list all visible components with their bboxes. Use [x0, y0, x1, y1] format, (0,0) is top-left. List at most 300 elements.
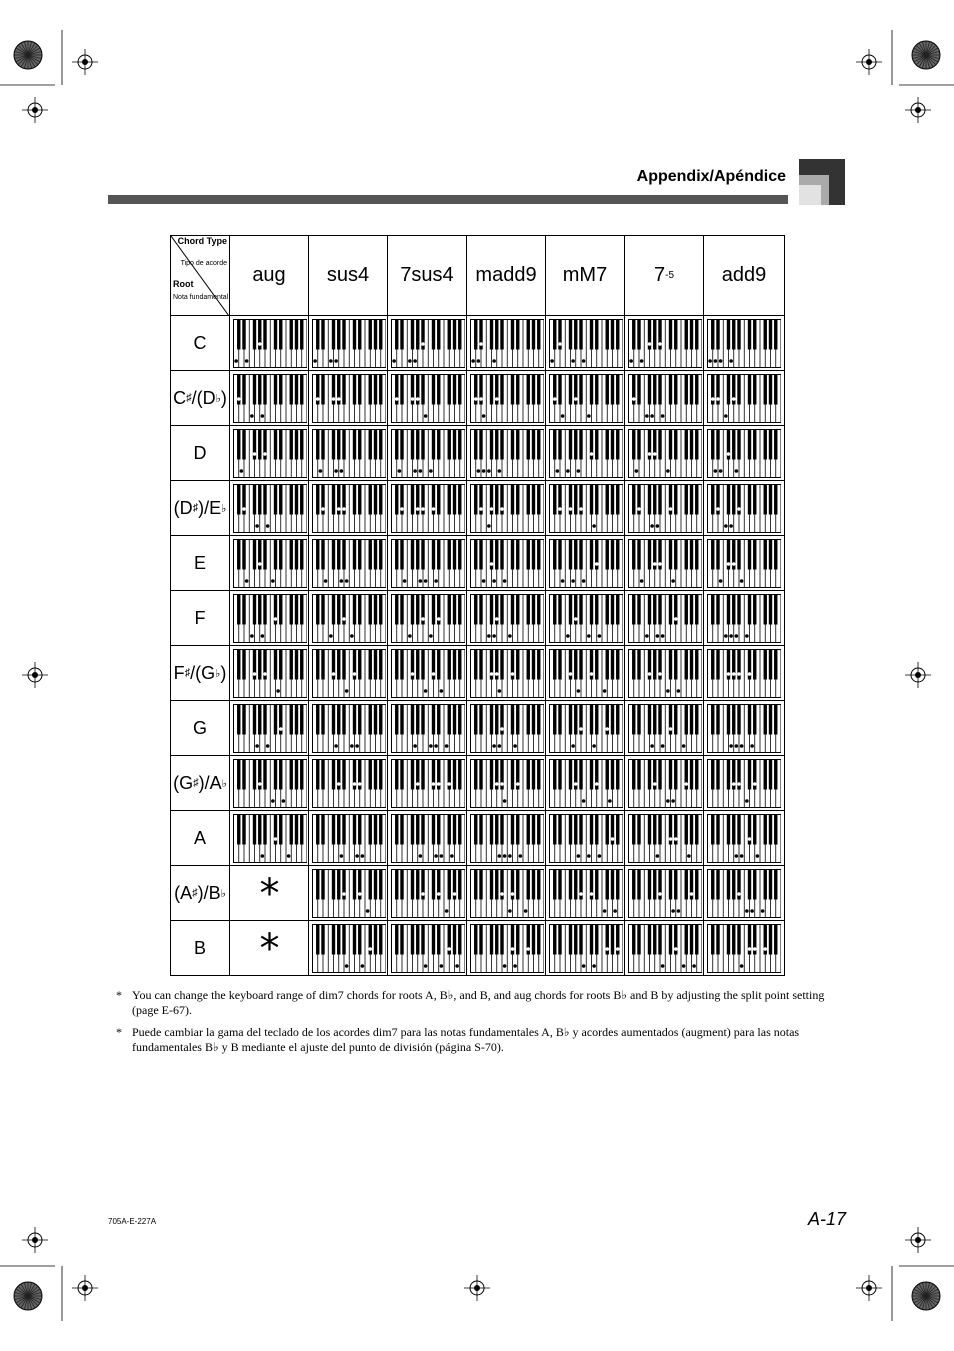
chord-note-dot: [266, 524, 270, 528]
black-key: [516, 320, 519, 350]
black-key: [553, 320, 556, 350]
keyboard-diagram: [470, 374, 544, 423]
black-key: [479, 705, 482, 735]
accidental: ♭: [215, 667, 221, 680]
chord-note-dot: [282, 799, 286, 803]
keyboard-diagram: [233, 759, 307, 808]
black-key: [537, 595, 540, 625]
chord-note-dot: [471, 359, 475, 363]
keyboard-diagram: [470, 539, 544, 588]
black-key: [474, 815, 477, 845]
black-key: [400, 870, 403, 900]
black-key: [532, 925, 535, 955]
black-key: [616, 375, 619, 405]
chord-cell: [703, 426, 784, 481]
black-key: [458, 430, 461, 460]
black-key: [448, 430, 451, 460]
black-key: [516, 430, 519, 460]
black-key: [458, 320, 461, 350]
chord-note-dot: [345, 689, 349, 693]
black-key: [400, 540, 403, 570]
black-key: [253, 815, 256, 845]
black-key: [316, 650, 319, 680]
chord-note-dot: [669, 837, 673, 841]
black-key: [332, 320, 335, 350]
column-header-7sus4: [387, 236, 466, 316]
keyboard-diagram: [707, 319, 781, 368]
black-key: [737, 320, 740, 350]
black-key: [516, 595, 519, 625]
black-key: [300, 430, 303, 460]
black-key: [358, 430, 361, 460]
keyboard-diagram: [391, 319, 465, 368]
chord-cell: [624, 921, 703, 976]
column-header-label: aug: [252, 264, 286, 286]
black-key: [242, 760, 245, 790]
chord-note-dot: [737, 782, 741, 786]
black-key: [616, 485, 619, 515]
black-key: [321, 650, 324, 680]
chord-note-dot: [640, 359, 644, 363]
black-key: [453, 430, 456, 460]
black-key: [295, 705, 298, 735]
black-key: [653, 705, 656, 735]
chord-note-dot: [590, 452, 594, 456]
chord-note-dot: [582, 359, 586, 363]
black-key: [300, 650, 303, 680]
black-key: [574, 815, 577, 845]
column-header-label: sus4: [326, 264, 370, 286]
black-key: [379, 595, 382, 625]
black-key: [332, 485, 335, 515]
black-key: [421, 815, 424, 845]
black-key: [421, 430, 424, 460]
chord-note-dot: [263, 672, 267, 676]
black-key: [516, 815, 519, 845]
root-text: F: [173, 662, 185, 683]
black-key: [474, 925, 477, 955]
black-key: [774, 430, 777, 460]
black-key: [316, 925, 319, 955]
black-key: [737, 925, 740, 955]
chord-note-dot: [658, 342, 662, 346]
black-key: [616, 595, 619, 625]
chord-cell: [308, 921, 387, 976]
black-key: [400, 760, 403, 790]
chord-note-dot: [408, 634, 412, 638]
chord-note-dot: [424, 964, 428, 968]
black-key: [421, 925, 424, 955]
chord-note-dot: [503, 799, 507, 803]
chord-note-dot: [637, 507, 641, 511]
chord-note-dot: [498, 469, 502, 473]
chord-cell: [624, 481, 703, 536]
black-key: [500, 815, 503, 845]
black-key: [495, 485, 498, 515]
chord-note-dot: [416, 507, 420, 511]
black-key: [279, 485, 282, 515]
row-label: [171, 811, 229, 866]
black-key: [611, 925, 614, 955]
black-key: [690, 815, 693, 845]
black-key: [242, 375, 245, 405]
chord-note-dot: [748, 947, 752, 951]
chord-cell: [466, 591, 545, 646]
black-key: [606, 540, 609, 570]
black-key: [764, 430, 767, 460]
black-key: [237, 815, 240, 845]
chord-note-dot: [429, 469, 433, 473]
chord-note-dot: [319, 469, 323, 473]
chord-cell: [387, 866, 466, 921]
chord-note-dot: [761, 909, 765, 913]
row-label: [171, 756, 229, 811]
chord-cell: [229, 921, 308, 976]
black-key: [653, 595, 656, 625]
black-key: [290, 595, 293, 625]
row-label: [171, 426, 229, 481]
black-key: [395, 485, 398, 515]
chord-cell: [229, 811, 308, 866]
black-key: [500, 320, 503, 350]
chord-note-dot: [569, 507, 573, 511]
chord-note-dot: [274, 837, 278, 841]
black-key: [737, 595, 740, 625]
black-key: [769, 760, 772, 790]
black-key: [632, 485, 635, 515]
black-key: [411, 760, 414, 790]
black-key: [727, 760, 730, 790]
black-key: [290, 760, 293, 790]
black-key: [448, 815, 451, 845]
keyboard-diagram: [391, 649, 465, 698]
keyboard-diagram: [628, 594, 702, 643]
chord-note-dot: [334, 744, 338, 748]
black-key: [595, 925, 598, 955]
chord-note-dot: [492, 359, 496, 363]
black-key: [279, 815, 282, 845]
chord-cell: [229, 426, 308, 481]
black-key: [558, 870, 561, 900]
black-key: [479, 430, 482, 460]
black-key: [658, 375, 661, 405]
chord-note-dot: [748, 837, 752, 841]
black-key: [774, 870, 777, 900]
chord-note-dot: [279, 727, 283, 731]
chord-cell: [624, 591, 703, 646]
black-key: [532, 705, 535, 735]
black-key: [458, 650, 461, 680]
keyboard-diagram: [312, 484, 386, 533]
chord-note-dot: [429, 634, 433, 638]
black-key: [421, 760, 424, 790]
black-key: [553, 760, 556, 790]
chord-note-dot: [334, 469, 338, 473]
black-key: [500, 540, 503, 570]
chord-cell: [308, 701, 387, 756]
black-key: [274, 430, 277, 460]
chord-note-dot: [447, 947, 451, 951]
black-key: [748, 375, 751, 405]
chord-note-dot: [342, 617, 346, 621]
black-key: [300, 375, 303, 405]
chord-note-dot: [398, 469, 402, 473]
black-key: [527, 595, 530, 625]
black-key: [537, 430, 540, 460]
chord-note-dot: [421, 342, 425, 346]
black-key: [732, 870, 735, 900]
black-key: [474, 430, 477, 460]
accidental: ♭: [220, 887, 226, 900]
chord-note-dot: [595, 562, 599, 566]
black-key: [337, 925, 340, 955]
black-key: [716, 430, 719, 460]
black-key: [458, 540, 461, 570]
black-key: [474, 650, 477, 680]
chord-note-dot: [490, 672, 494, 676]
keyboard-diagram: [628, 649, 702, 698]
black-key: [490, 815, 493, 845]
black-key: [527, 375, 530, 405]
chord-cell: [387, 646, 466, 701]
chord-note-dot: [416, 397, 420, 401]
root-text: E: [193, 552, 206, 573]
keyboard-diagram: [233, 704, 307, 753]
chord-note-dot: [745, 634, 749, 638]
black-key: [253, 485, 256, 515]
chord-note-dot: [613, 909, 617, 913]
black-key: [527, 705, 530, 735]
black-key: [321, 375, 324, 405]
black-key: [379, 540, 382, 570]
black-key: [448, 375, 451, 405]
chord-note-dot: [732, 562, 736, 566]
black-key: [685, 485, 688, 515]
black-key: [753, 320, 756, 350]
chord-note-dot: [656, 524, 660, 528]
black-key: [490, 760, 493, 790]
nota-fundamental-label: Nota fundamental: [173, 294, 229, 301]
black-key: [300, 485, 303, 515]
black-key: [674, 320, 677, 350]
black-key: [332, 595, 335, 625]
root-label: Root: [173, 279, 194, 289]
chord-note-dot: [658, 672, 662, 676]
footnote-spanish: [116, 1025, 840, 1055]
chord-note-dot: [361, 854, 365, 858]
black-key: [474, 870, 477, 900]
tipo-de-acorde-label: Tipo de acorde: [180, 260, 227, 267]
chord-note-dot: [287, 854, 291, 858]
chord-note-dot: [595, 782, 599, 786]
chord-cell: [387, 536, 466, 591]
black-key: [453, 485, 456, 515]
chord-cell: [308, 591, 387, 646]
chord-cell: [466, 426, 545, 481]
black-key: [316, 320, 319, 350]
accidental: ♯: [184, 667, 191, 679]
chord-cell: [229, 536, 308, 591]
black-key: [711, 650, 714, 680]
column-header-label: mM7: [562, 264, 608, 286]
chord-cell: [703, 756, 784, 811]
black-key: [316, 705, 319, 735]
black-key: [769, 705, 772, 735]
column-header-mM7: [545, 236, 624, 316]
column-header-superscript: -5: [665, 270, 675, 281]
black-key: [279, 430, 282, 460]
black-key: [716, 595, 719, 625]
black-key: [416, 815, 419, 845]
keyboard-diagram: [707, 594, 781, 643]
black-key: [321, 705, 324, 735]
black-key: [727, 815, 730, 845]
chord-cell: [545, 921, 624, 976]
chord-note-dot: [419, 854, 423, 858]
black-key: [290, 485, 293, 515]
black-key: [353, 375, 356, 405]
chord-note-dot: [735, 744, 739, 748]
black-key: [685, 375, 688, 405]
chord-note-dot: [411, 397, 415, 401]
black-key: [374, 705, 377, 735]
chord-note-dot: [650, 524, 654, 528]
black-key: [400, 925, 403, 955]
black-key: [421, 375, 424, 405]
chord-note-dot: [666, 799, 670, 803]
black-key: [532, 870, 535, 900]
black-key: [511, 540, 514, 570]
black-key: [500, 595, 503, 625]
chord-cell: [466, 481, 545, 536]
black-key: [753, 815, 756, 845]
black-key: [432, 540, 435, 570]
chord-cell: [229, 591, 308, 646]
black-key: [532, 485, 535, 515]
keyboard-diagram: [233, 649, 307, 698]
chord-note-dot: [603, 689, 607, 693]
chord-note-dot: [487, 524, 491, 528]
keyboard-diagram: [312, 759, 386, 808]
black-key: [558, 925, 561, 955]
column-header-aug: [229, 236, 308, 316]
black-key: [353, 705, 356, 735]
black-key: [400, 430, 403, 460]
black-key: [337, 705, 340, 735]
black-key: [764, 320, 767, 350]
chord-note-dot: [429, 744, 433, 748]
black-key: [537, 375, 540, 405]
keyboard-diagram: [628, 374, 702, 423]
chord-note-dot: [714, 359, 718, 363]
black-key: [421, 650, 424, 680]
chord-note-dot: [677, 689, 681, 693]
chord-note-dot: [648, 452, 652, 456]
keyboard-diagram: [549, 429, 623, 478]
chord-note-dot: [671, 579, 675, 583]
chord-note-dot: [355, 854, 359, 858]
footnote-bullet: *: [116, 988, 122, 1002]
black-key: [658, 595, 661, 625]
black-key: [732, 815, 735, 845]
black-key: [669, 870, 672, 900]
chord-note-dot: [492, 579, 496, 583]
black-key: [253, 760, 256, 790]
black-key: [711, 705, 714, 735]
chord-note-dot: [729, 744, 733, 748]
chord-note-dot: [750, 744, 754, 748]
chord-note-dot: [366, 909, 370, 913]
black-key: [458, 925, 461, 955]
black-key: [632, 595, 635, 625]
black-key: [374, 320, 377, 350]
black-key: [611, 595, 614, 625]
black-key: [674, 375, 677, 405]
black-key: [558, 375, 561, 405]
chord-note-dot: [250, 414, 254, 418]
keyboard-diagram: [707, 704, 781, 753]
chord-note-dot: [756, 854, 760, 858]
root-text: C: [173, 387, 187, 408]
black-key: [458, 485, 461, 515]
black-key: [411, 540, 414, 570]
chord-cell: [466, 701, 545, 756]
black-key: [495, 815, 498, 845]
chord-note-dot: [598, 854, 602, 858]
keyboard-diagram: [233, 594, 307, 643]
chord-note-dot: [340, 579, 344, 583]
black-key: [263, 540, 266, 570]
accidental: ♭: [215, 392, 221, 405]
black-key: [727, 705, 730, 735]
black-key: [753, 375, 756, 405]
chord-note-dot: [692, 964, 696, 968]
black-key: [685, 540, 688, 570]
chord-note-dot: [455, 964, 459, 968]
black-key: [437, 540, 440, 570]
black-key: [263, 815, 266, 845]
black-key: [769, 320, 772, 350]
keyboard-diagram: [391, 759, 465, 808]
black-key: [448, 485, 451, 515]
black-key: [490, 430, 493, 460]
chord-note-dot: [353, 782, 357, 786]
black-key: [263, 320, 266, 350]
black-key: [637, 320, 640, 350]
black-key: [527, 760, 530, 790]
black-key: [774, 540, 777, 570]
chord-note-dot: [453, 892, 457, 896]
chord-cell: [466, 316, 545, 371]
chord-cell: [545, 811, 624, 866]
chord-cell: [545, 536, 624, 591]
black-key: [353, 870, 356, 900]
black-key: [437, 705, 440, 735]
black-key: [774, 320, 777, 350]
black-key: [332, 760, 335, 790]
black-key: [690, 760, 693, 790]
chord-note-dot: [487, 469, 491, 473]
column-header-label: 7: [653, 264, 666, 286]
black-key: [685, 925, 688, 955]
black-key: [316, 760, 319, 790]
chord-cell: [229, 756, 308, 811]
black-key: [379, 320, 382, 350]
chord-note-dot: [558, 342, 562, 346]
chord-cell: [308, 756, 387, 811]
chord-note-dot: [574, 397, 578, 401]
black-key: [711, 430, 714, 460]
